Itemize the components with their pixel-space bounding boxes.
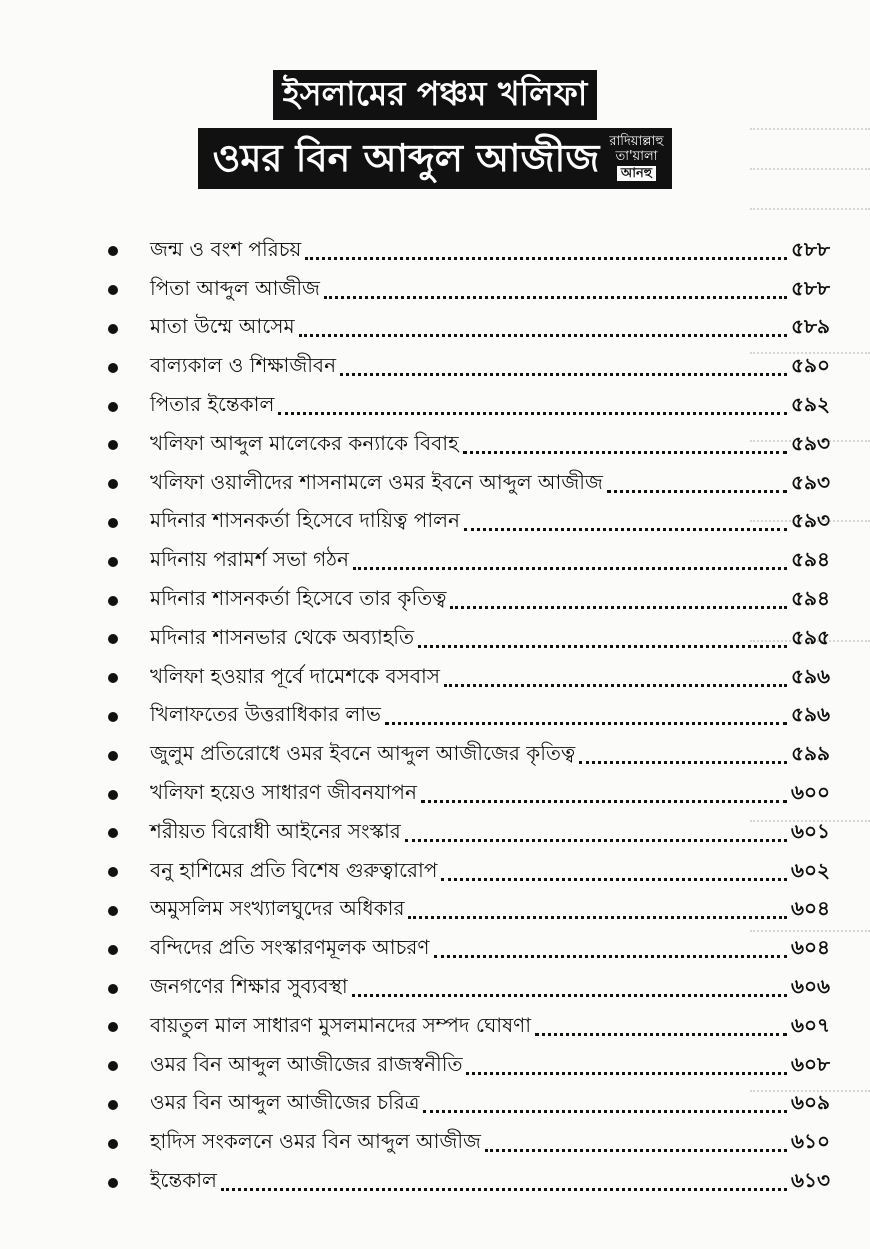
bullet-icon [108,712,118,722]
toc-entry [108,1008,830,1047]
toc-entry [108,465,830,504]
toc-entry [108,1086,830,1125]
bullet-icon [108,479,118,489]
bullet-icon [108,945,118,955]
toc-entry-page: ৫৯২ [791,392,830,417]
toc-entry-title: ইন্তেকাল [150,1168,217,1193]
dot-leader [221,1188,787,1191]
dot-leader [466,1072,787,1075]
bullet-icon [108,906,118,916]
bullet-icon [108,751,118,761]
toc-entry-page: ৬১৩ [791,1168,830,1193]
dot-leader [421,800,787,803]
bullet-icon [108,1100,118,1110]
toc-entry [108,232,830,271]
dot-leader [352,994,787,997]
bullet-icon [108,828,118,838]
bullet-icon [108,984,118,994]
dot-leader [353,567,787,570]
dot-leader [418,645,787,648]
bleed-through-line [750,208,870,211]
toc-entry-page: ৬০০ [790,780,830,805]
bullet-icon [108,673,118,683]
toc-entry-page: ৫৯৩ [791,430,830,455]
chapter-header [0,70,870,189]
toc-entry-page: ৫৯৩ [791,508,830,533]
toc-entry [108,1047,830,1086]
toc-entry [108,348,830,387]
dot-leader [444,684,787,687]
toc-entry-title: হাদিস সংকলনে ওমর বিন আব্দুল আজীজ [150,1129,481,1154]
toc-entry-page: ৬০৭ [790,1012,830,1037]
toc-entry-page: ৫৯৪ [791,547,830,572]
toc-entry-page: ৫৮৮ [791,275,830,300]
toc-entry-title: ওমর বিন আব্দুল আজীজের রাজস্বনীতি [150,1051,463,1076]
toc-entry [108,387,830,426]
toc-entry-page: ৬০১ [791,818,830,843]
toc-entry-page: ৫৯৫ [791,624,830,649]
toc-entry [108,775,830,814]
toc-entry [108,853,830,892]
bullet-icon [108,246,118,256]
dot-leader [535,1033,787,1036]
toc-entry-title: খলিফা হয়েও সাধারণ জীবনযাপন [150,780,417,805]
toc-entry-title: বন্দিদের প্রতি সংস্কারণমূলক আচরণ [150,935,430,960]
toc-entry [108,736,830,775]
toc-entry [108,1124,830,1163]
dot-leader [607,490,787,493]
honorific-bottom: আনহু [617,166,656,181]
bullet-icon [108,402,118,412]
dot-leader [385,722,787,725]
bullet-icon [108,363,118,373]
toc-entry-page: ৬০৬ [790,974,830,999]
dot-leader [305,257,787,260]
toc-entry-title: মদিনার শাসনকর্তা হিসেবে দায়িত্ব পালন [150,508,460,533]
toc-entry [108,310,830,349]
honorific-mark [609,134,663,181]
dot-leader [441,878,787,881]
toc-entry-title: জন্ম ও বংশ পরিচয় [150,236,302,261]
toc-entry-page: ৬০২ [790,857,830,882]
dot-leader [405,839,787,842]
toc-entry [108,504,830,543]
toc-entry-title: মদিনার শাসনভার থেকে অব্যাহতি [150,624,415,649]
dot-leader [579,761,787,764]
dot-leader [408,916,787,919]
toc-entry-title: ওমর বিন আব্দুল আজীজের চরিত্র [150,1090,420,1115]
toc-entry [108,1163,830,1202]
honorific-top: রাদিয়াল্লাহু [609,134,664,149]
toc-entry-title: খলিফা আব্দুল মালেকের কন্যাকে বিবাহ [150,430,459,455]
toc-entry-page: ৬০৯ [791,1090,830,1115]
bullet-icon [108,557,118,567]
toc-entry-title: পিতা আব্দুল আজীজ [150,275,320,300]
dot-leader [423,1110,787,1113]
dot-leader [485,1149,787,1152]
toc-entry-title: শরীয়ত বিরোধী আইনের সংস্কার [150,818,401,843]
dot-leader [278,412,787,415]
toc-entry [108,814,830,853]
chapter-title-line2: ওমর বিন আব্দুল আজীজ [212,135,600,180]
toc-entry-title: মদিনার শাসনকর্তা হিসেবে তার কৃতিত্ব [150,586,447,611]
toc-entry-title: মাতা উম্মে আসেম [150,314,295,339]
toc-entry-page: ৬০৪ [791,935,830,960]
toc-entry [108,271,830,310]
bullet-icon [108,634,118,644]
toc-entry [108,581,830,620]
toc-entry-title: জুলুম প্রতিরোধে ওমর ইবনে আব্দুল আজীজের কৃতিত্ব [150,741,576,766]
bullet-icon [108,1139,118,1149]
chapter-title-line1: ইসলামের পঞ্চম খলিফা [273,70,598,120]
bullet-icon [108,518,118,528]
dot-leader [463,451,787,454]
bullet-icon [108,1178,118,1188]
bullet-icon [108,440,118,450]
toc-entry-page: ৫৮৯ [791,314,830,339]
bullet-icon [108,1022,118,1032]
toc-entry-page: ৫৯৬ [791,663,830,688]
toc-entry-title: অমুসলিম সংখ্যালঘুদের অধিকার [150,896,405,921]
toc-entry [108,930,830,969]
toc-entry-title: খলিফা ওয়ালীদের শাসনামলে ওমর ইবনে আব্দুল আজীজ [150,469,603,494]
chapter-title-line2-box [198,128,671,189]
toc-entry-page: ৫৮৮ [791,236,830,261]
dot-leader [324,296,787,299]
dot-leader [299,334,787,337]
toc-entry-page: ৬০৮ [791,1051,830,1076]
toc-entry-page: ৫৯৪ [791,586,830,611]
dot-leader [340,373,787,376]
toc-entry [108,426,830,465]
toc-entry [108,542,830,581]
toc-entry-page: ৫৯০ [791,353,830,378]
bullet-icon [108,285,118,295]
dot-leader [450,606,787,609]
toc-entry-title: জনগণের শিক্ষার সুব্যবস্থা [150,974,348,999]
honorific-mid: তা'য়ালা [615,149,658,164]
toc-entry-title: বাল্যকাল ও শিক্ষাজীবন [150,353,337,378]
bullet-icon [108,596,118,606]
dot-leader [434,955,787,958]
bullet-icon [108,324,118,334]
toc-entry-title: মদিনায় পরামর্শ সভা গঠন [150,547,349,572]
toc-entry [108,892,830,931]
toc-entry-page: ৫৯৩ [791,469,830,494]
toc-entry-title: খিলাফতের উত্তরাধিকার লাভ [150,702,381,727]
bullet-icon [108,1061,118,1071]
toc-entry [108,620,830,659]
toc-entry [108,969,830,1008]
toc-entry-page: ৬১০ [791,1129,830,1154]
toc-entry-page: ৬০৪ [791,896,830,921]
bullet-icon [108,867,118,877]
toc-entry-page: ৫৯৯ [791,741,830,766]
toc-entry [108,698,830,737]
toc-entry-page: ৫৯৬ [791,702,830,727]
toc-entry-title: পিতার ইন্তেকাল [150,392,275,417]
toc-entry-title: বনু হাশিমের প্রতি বিশেষ গুরুত্বারোপ [150,857,438,882]
bullet-icon [108,790,118,800]
toc-entry [108,659,830,698]
toc-entry-title: খলিফা হওয়ার পূর্বে দামেশকে বসবাস [150,663,440,688]
table-of-contents [108,232,830,1202]
dot-leader [464,528,787,531]
toc-entry-title: বায়তুল মাল সাধারণ মুসলমানদের সম্পদ ঘোষণা [150,1012,532,1037]
